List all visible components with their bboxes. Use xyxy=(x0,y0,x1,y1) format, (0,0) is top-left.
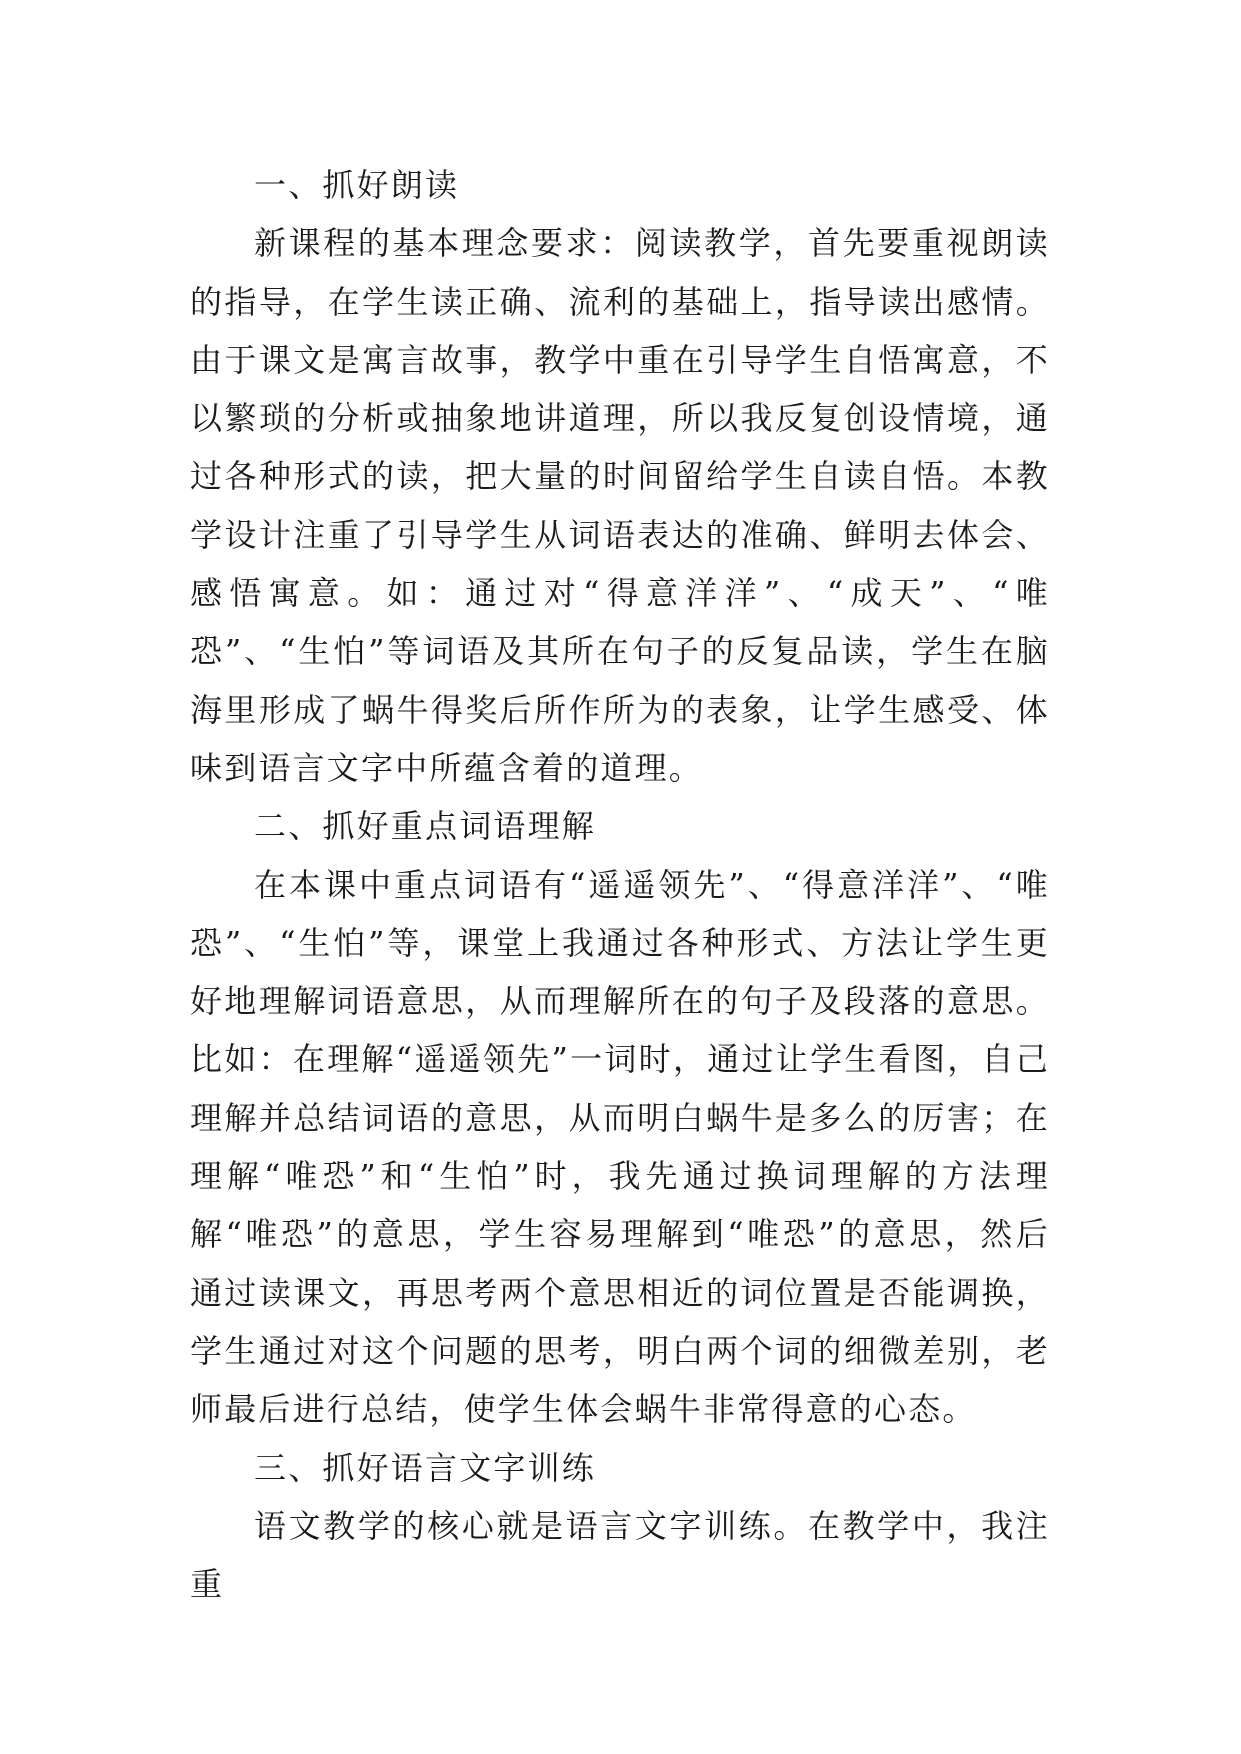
section-heading-language-training: 三、抓好语言文字训练 xyxy=(254,1448,597,1487)
paragraph-reading: 新课程的基本理念要求：阅读教学，首先要重视朗读的指导，在学生读正确、流利的基础上，指导读出感情。由于课文是寓言故事，教学中重在引导学生自悟寓意，不以繁琐的分析或抽象地讲道理，所以我反复创设情境，通过各种形式的读，把大量的时间留给学生自读自悟。本教学设计注重了引导学生从词语表达的准确、鲜明去体会、感悟寓意。如：通过对“得意洋洋”、“成天”、“唯恐”、“生怕”等词语及其所在句子的反复品读，学生在脑海里形成了蜗牛得奖后所作所为的表象，让学生感受、体味到语言文字中所蕴含着的道理。 xyxy=(190,224,1050,787)
paragraph-language-training: 语文教学的核心就是语言文字训练。在教学中，我注重 xyxy=(190,1506,1050,1604)
document-body xyxy=(190,156,1050,1613)
paragraph-key-words: 在本课中重点词语有“遥遥领先”、“得意洋洋”、“唯恐”、“生怕”等，课堂上我通过各种形式、方法让学生更好地理解词语意思，从而理解所在的句子及段落的意思。比如：在理解“遥遥领先”一词时，通过让学生看图，自己理解并总结词语的意思，从而明白蜗牛是多么的厉害；在理解“唯恐”和“生怕”时，我先通过换词理解的方法理解“唯恐”的意思，学生容易理解到“唯恐”的意思，然后通过读课文，再思考两个意思相近的词位置是否能调换，学生通过对这个问题的思考，明白两个词的细微差别，老师最后进行总结，使学生体会蜗牛非常得意的心态。 xyxy=(190,865,1050,1429)
section-heading-reading: 一、抓好朗读 xyxy=(254,166,460,204)
section-heading-key-words: 二、抓好重点词语理解 xyxy=(254,807,597,846)
